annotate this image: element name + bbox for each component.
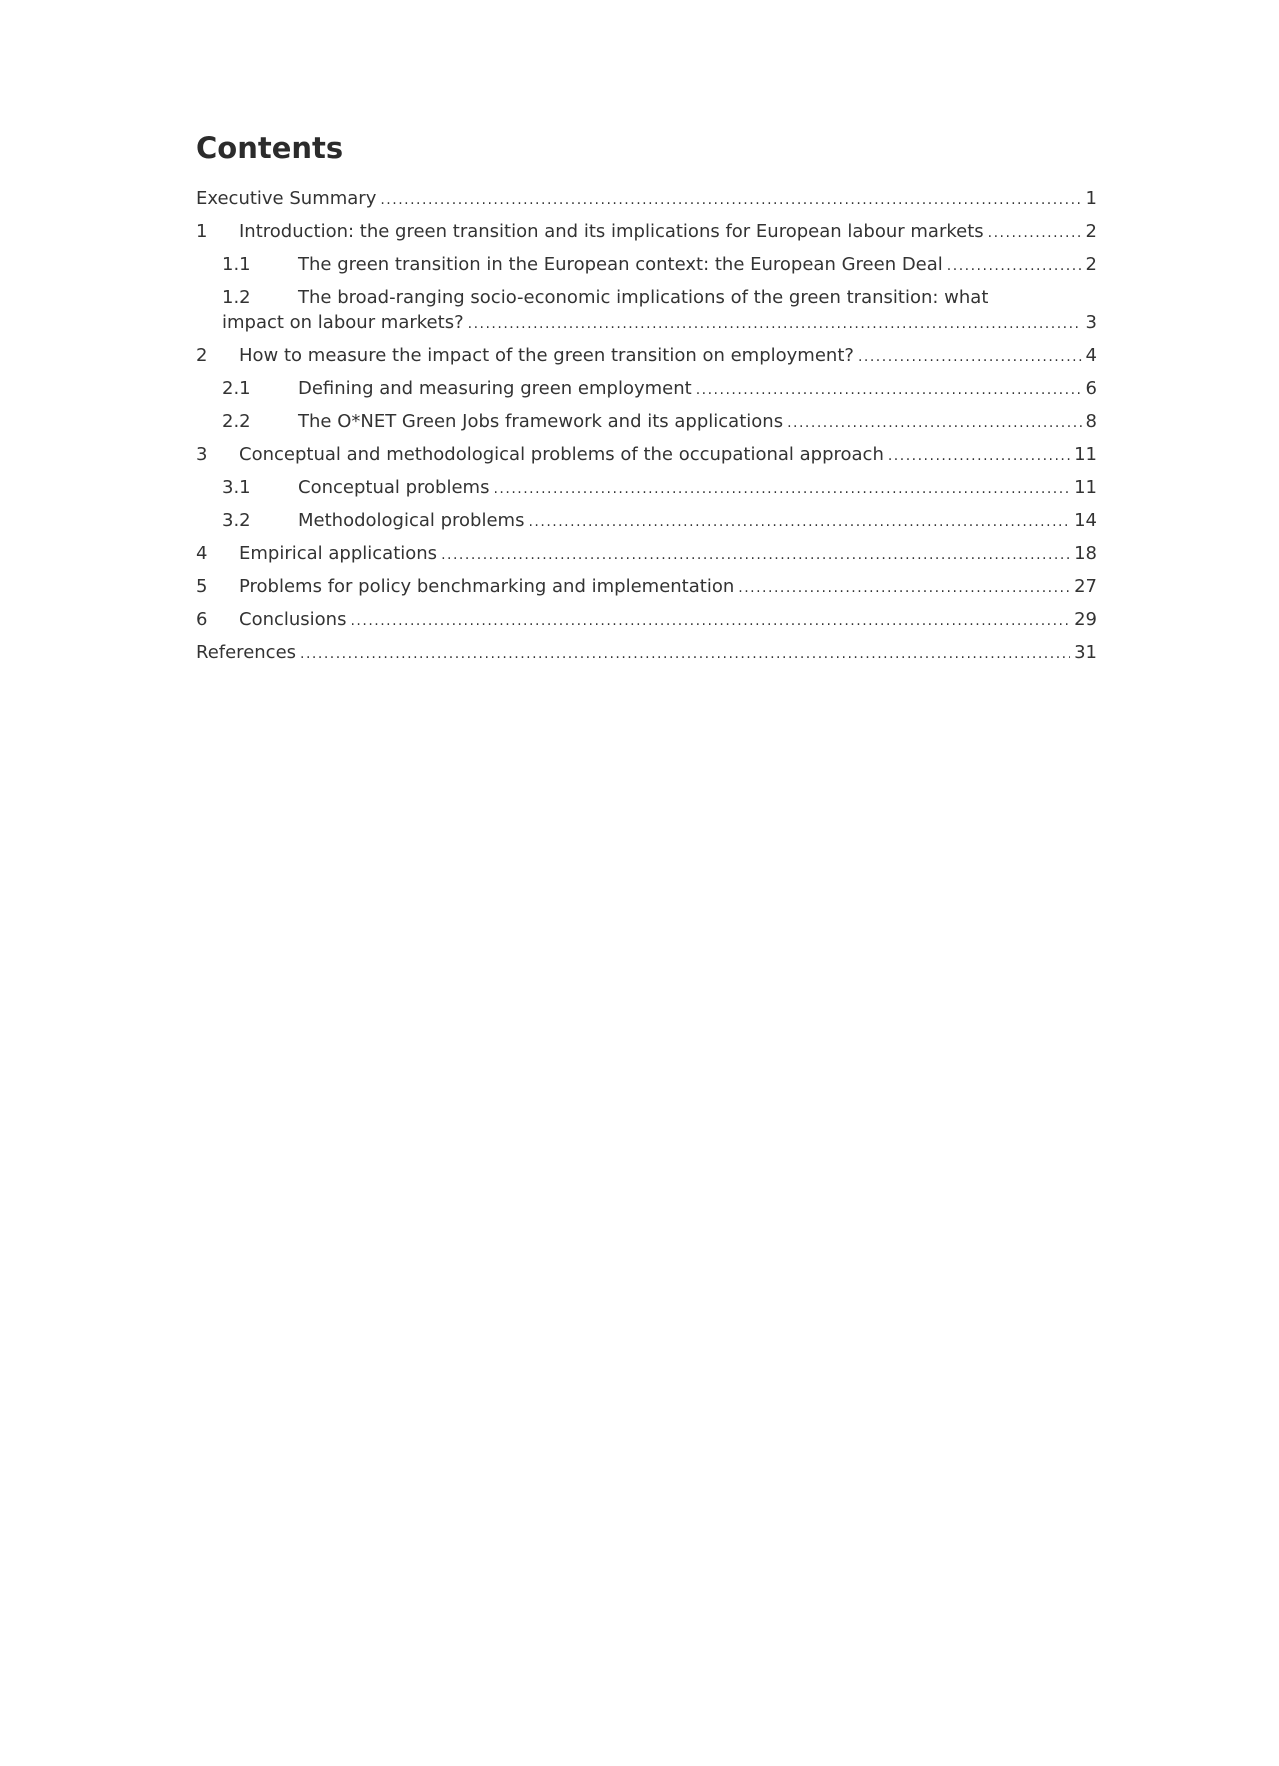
toc-entry-title: The green transition in the European context: the European Green Deal [298, 254, 943, 275]
toc-entry-number: 1.2 [222, 287, 251, 308]
toc-entry-1-1[interactable] [196, 252, 1097, 279]
dot-leader [696, 376, 1082, 403]
toc-entry-3-1[interactable] [196, 475, 1097, 502]
toc-entry-number: 3 [196, 444, 208, 465]
dot-leader [988, 219, 1082, 246]
toc-entry-page: 18 [1074, 543, 1097, 564]
dot-leader [858, 343, 1082, 370]
toc-entry-3[interactable] [196, 442, 1097, 469]
toc-entry-1-2[interactable] [196, 285, 1097, 337]
toc-entry-6[interactable] [196, 607, 1097, 634]
toc-entry-title: Defining and measuring green employment [298, 378, 692, 399]
toc-entry-3-2[interactable] [196, 508, 1097, 535]
toc-entry-number: 1.1 [222, 254, 251, 275]
dot-leader [888, 442, 1070, 469]
dot-leader [468, 310, 1082, 337]
toc-entry-title: Problems for policy benchmarking and implementation [239, 576, 735, 597]
toc-entry-1[interactable] [196, 219, 1097, 246]
dot-leader [947, 252, 1082, 279]
contents-heading: Contents [196, 131, 344, 165]
toc-entry-number: 2.2 [222, 411, 251, 432]
dot-leader [441, 541, 1070, 568]
toc-entry-page: 1 [1085, 188, 1097, 209]
toc-entry-title: Conceptual and methodological problems of the occupational approach [239, 444, 884, 465]
toc-entry-page: 29 [1074, 609, 1097, 630]
toc-entry-number: 4 [196, 543, 208, 564]
toc-entry-references[interactable] [196, 640, 1097, 667]
toc-entry-2[interactable] [196, 343, 1097, 370]
toc-entry-executive-summary[interactable] [196, 186, 1097, 213]
toc-entry-page: 14 [1074, 510, 1097, 531]
toc-entry-page: 6 [1085, 378, 1097, 399]
toc-entry-page: 31 [1074, 642, 1097, 663]
toc-entry-number: 6 [196, 609, 208, 630]
toc-entry-4[interactable] [196, 541, 1097, 568]
table-of-contents [196, 186, 1097, 667]
toc-entry-title: Conclusions [239, 609, 347, 630]
toc-entry-number: 1 [196, 221, 208, 242]
toc-entry-title: References [196, 642, 297, 663]
toc-entry-2-2[interactable] [196, 409, 1097, 436]
toc-entry-5[interactable] [196, 574, 1097, 601]
dot-leader [738, 574, 1070, 601]
toc-entry-number: 3.2 [222, 510, 251, 531]
toc-entry-title: The broad-ranging socio-economic implications of the green transition: what [298, 287, 989, 308]
toc-entry-title: Introduction: the green transition and its implications for European labour markets [239, 221, 984, 242]
toc-entry-title: Methodological problems [298, 510, 525, 531]
toc-entry-2-1[interactable] [196, 376, 1097, 403]
toc-entry-number: 2.1 [222, 378, 251, 399]
toc-entry-page: 27 [1074, 576, 1097, 597]
toc-entry-title: Executive Summary [196, 188, 377, 209]
toc-entry-page: 11 [1074, 444, 1097, 465]
dot-leader [300, 640, 1070, 667]
toc-entry-number: 2 [196, 345, 208, 366]
toc-entry-number: 3.1 [222, 477, 251, 498]
toc-entry-page: 11 [1074, 477, 1097, 498]
toc-entry-title: How to measure the impact of the green transition on employment? [239, 345, 854, 366]
toc-entry-title-continued: impact on labour markets? [222, 312, 464, 333]
toc-entry-page: 8 [1085, 411, 1097, 432]
dot-leader [787, 409, 1081, 436]
toc-entry-title: Empirical applications [239, 543, 438, 564]
document-page [196, 130, 1097, 673]
toc-entry-title: The O*NET Green Jobs framework and its applications [298, 411, 784, 432]
toc-entry-page: 3 [1085, 312, 1097, 333]
dot-leader [528, 508, 1070, 535]
dot-leader [350, 607, 1070, 634]
dot-leader [380, 186, 1081, 213]
toc-entry-page: 2 [1085, 221, 1097, 242]
toc-entry-page: 2 [1085, 254, 1097, 275]
toc-entry-number: 5 [196, 576, 208, 597]
toc-entry-title: Conceptual problems [298, 477, 490, 498]
toc-entry-page: 4 [1085, 345, 1097, 366]
dot-leader [493, 475, 1070, 502]
